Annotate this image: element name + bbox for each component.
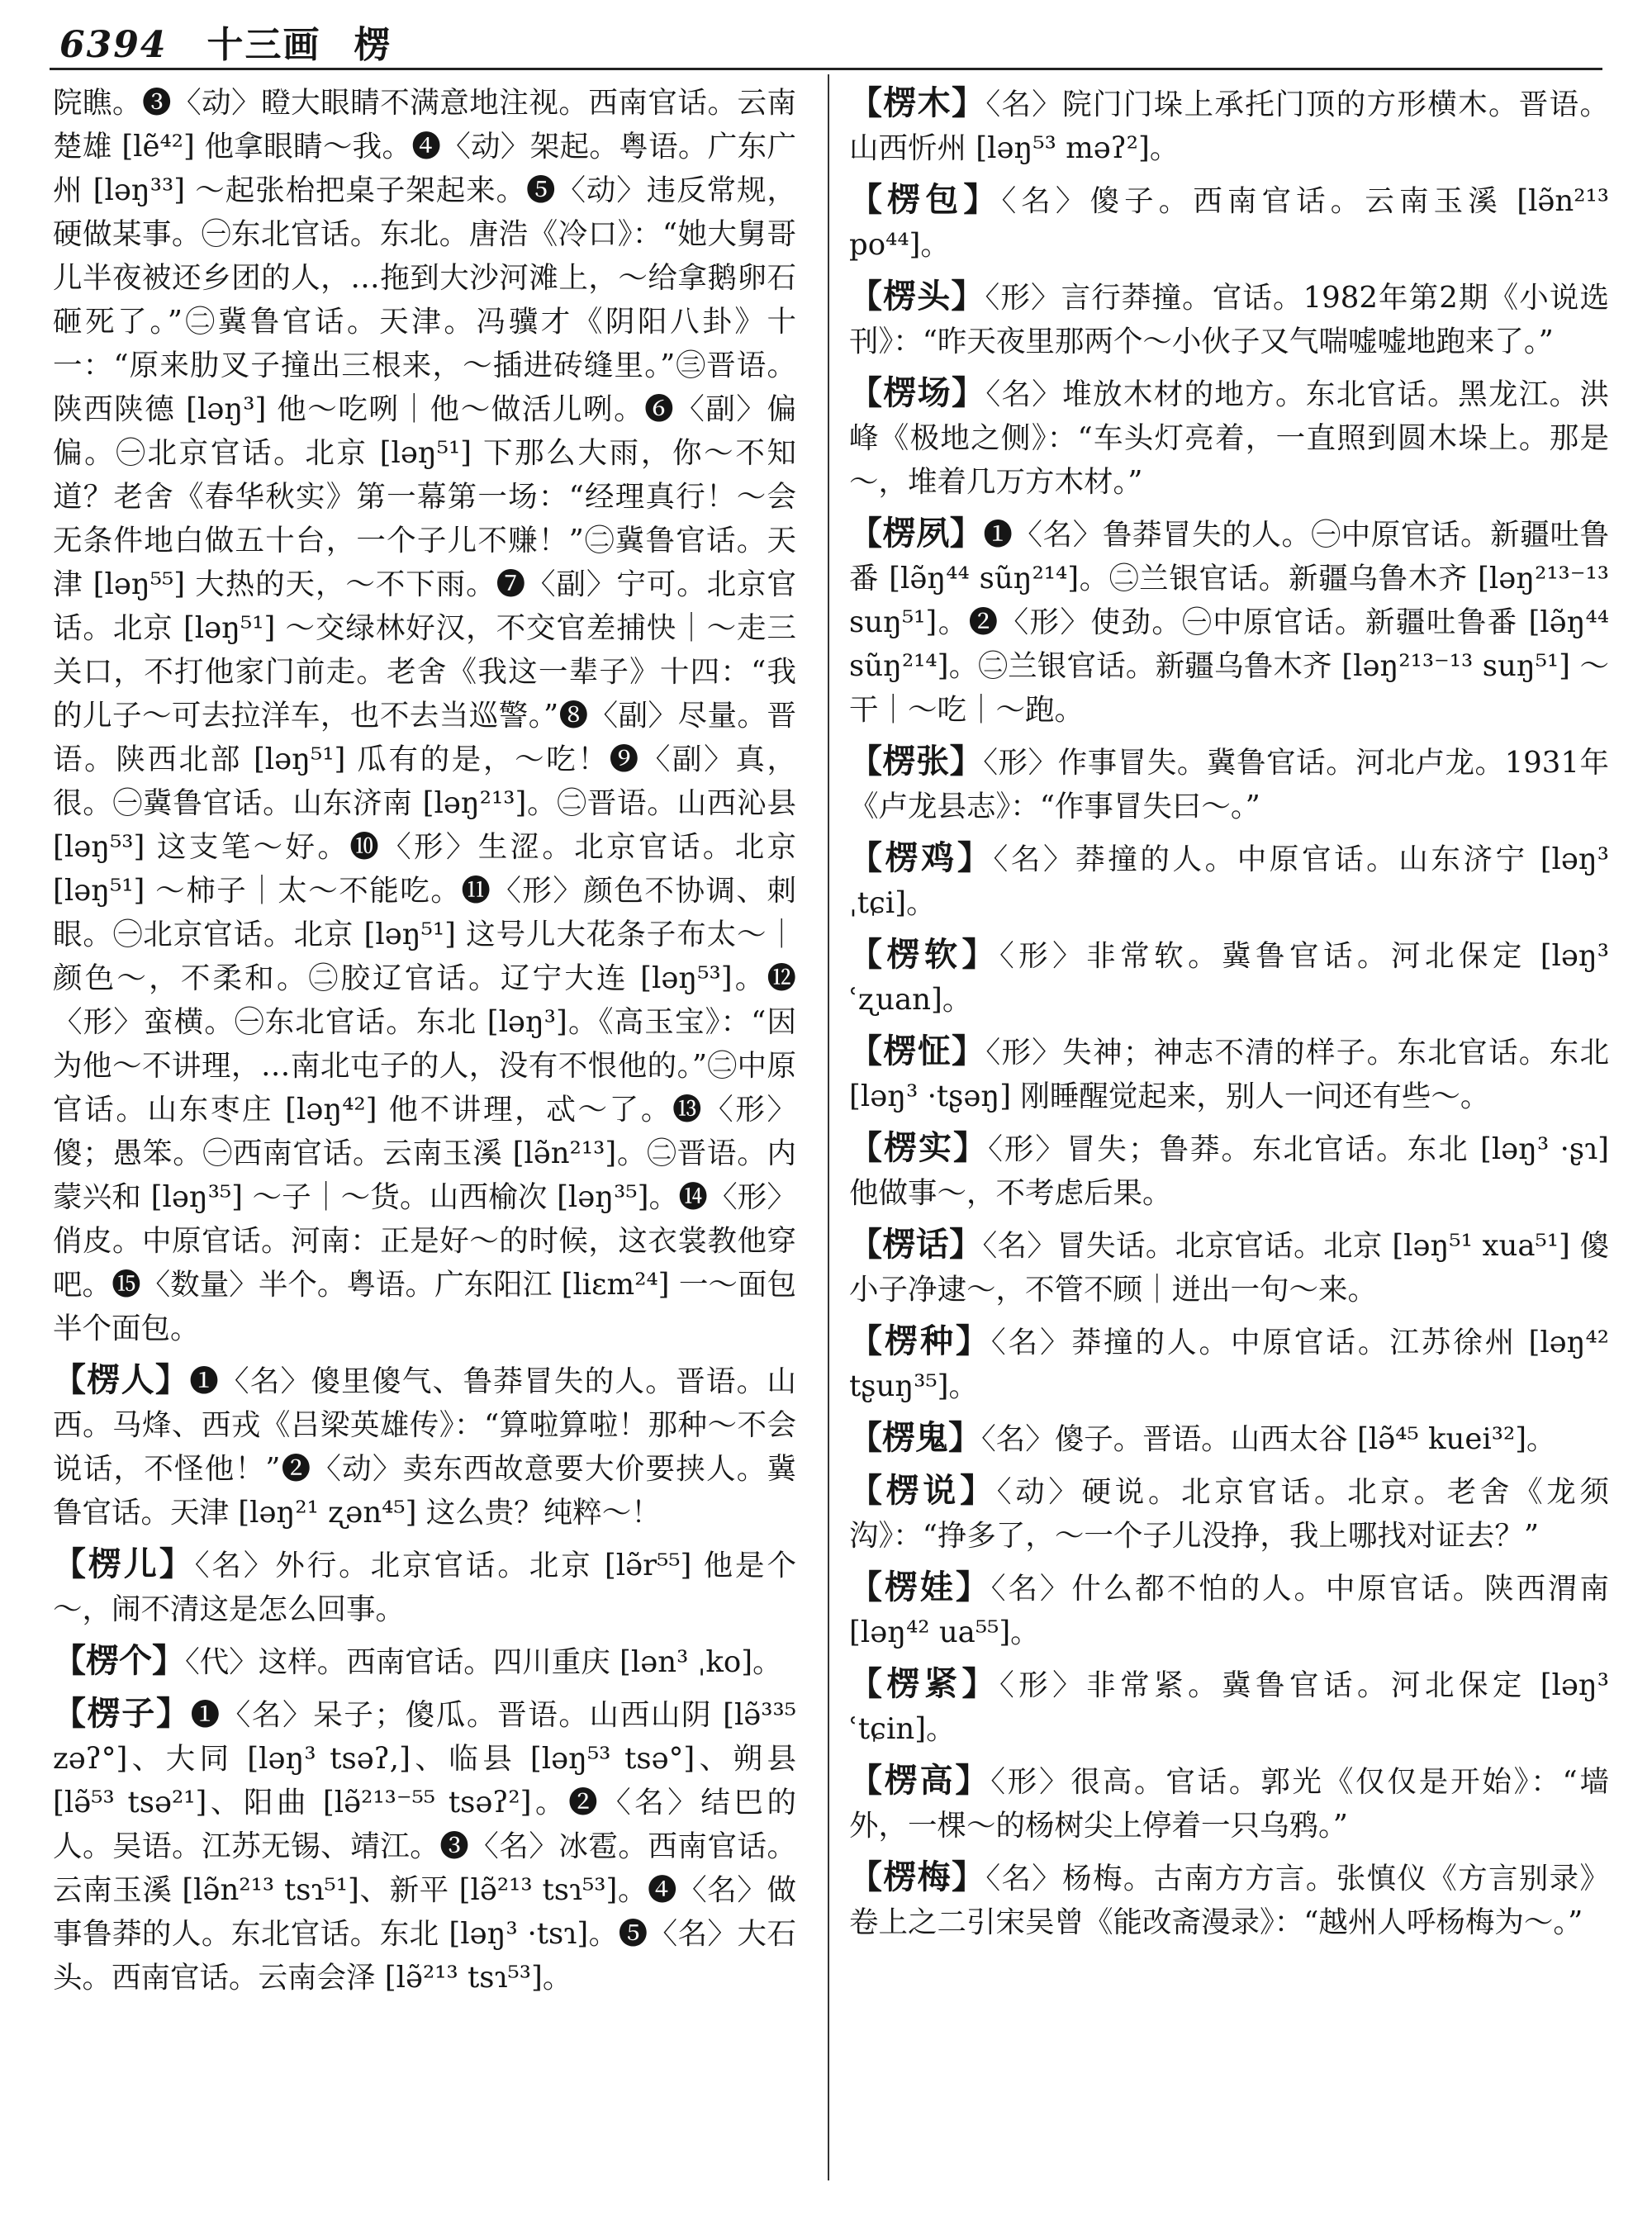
- entry-headword: 【楞夙】: [849, 514, 984, 553]
- dictionary-entry: [849, 1029, 1609, 1118]
- entry-definition: 〈形〉作事冒失。冀鲁官话。河北卢龙。1931年《卢龙县志》：“作事冒失曰～。”: [849, 746, 1609, 823]
- entry-definition: 〈形〉非常紧。冀鲁官话。河北保定 [ləŋ³ ʿtɕin]。: [849, 1668, 1610, 1746]
- entry-definition: 〈形〉失神；神志不清的样子。东北官话。东北 [ləŋ³ ·tʂəŋ] 刚睡醒觉起来，别人一问还有些～。: [849, 1036, 1609, 1113]
- dictionary-entry: [53, 1542, 796, 1631]
- dictionary-entry: [849, 1126, 1609, 1215]
- dictionary-entry: [53, 1358, 796, 1535]
- entry-definition: 〈名〉莽撞的人。中原官话。山东济宁 [ləŋ³ ˌtɕi]。: [849, 842, 1610, 920]
- dictionary-entry: [849, 739, 1609, 828]
- page-header: [59, 15, 392, 68]
- entry-definition: ❶〈名〉呆子；傻瓜。晋语。山西山阴 [lə̃³³⁵ zəʔ°]、大同 [ləŋ³ tsəʔ,]、临县 [ləŋ⁵³ tsə°]、朔县 [lə̃⁵³ tsə²¹]、阳曲 [lə̃²¹³⁻⁵⁵ tsəʔ²]。❷〈名〉结巴的人。吴语。江苏无锡、靖江。❸〈名〉冰雹。西南官话。云南玉溪 [lə̃n²¹³ tsɿ⁵¹]、新平 [lə̃²¹³ tsɿ⁵³]。❹〈名〉做事鲁莽的人。东北官话。东北 [ləŋ³ ·tsɿ]。❺〈名〉大石头。西南官话。云南会泽 [lə̃²¹³ tsɿ⁵³]。: [53, 1698, 796, 1995]
- entry-definition: 〈名〉院门门垛上承托门顶的方形横木。晋语。山西忻州 [ləŋ⁵³ məʔ²]。: [849, 88, 1609, 165]
- header-rule: [50, 68, 1602, 70]
- entry-headword: 【楞个】: [53, 1641, 185, 1680]
- dictionary-entry: [849, 932, 1609, 1022]
- dictionary-entry: [53, 1639, 796, 1684]
- left-column: [53, 81, 796, 2007]
- entry-definition: 〈形〉很高。官话。郭光《仅仅是开始》：“墙外，一棵～的杨树尖上停着一只乌鸦。”: [849, 1765, 1610, 1843]
- page-number: 6394: [59, 24, 168, 66]
- entry-headword: 【楞头】: [849, 277, 985, 316]
- dictionary-entry: [849, 371, 1609, 504]
- dictionary-entry: [849, 1662, 1609, 1751]
- entry-headword: 【楞说】: [849, 1471, 997, 1510]
- entry-headword: 【楞子】: [53, 1694, 191, 1733]
- entry-headword: 【楞梅】: [849, 1858, 986, 1896]
- entry-headword: 【楞人】: [53, 1360, 190, 1399]
- entry-definition: 〈名〉什么都不怕的人。中原官话。陕西渭南 [ləŋ⁴² ua⁵⁵]。: [849, 1572, 1609, 1649]
- entry-definition: 〈形〉冒失；鲁莽。东北官话。东北 [ləŋ³ ·ʂɿ] 他做事～，不考虑后果。: [849, 1132, 1609, 1210]
- dictionary-entry: [849, 511, 1609, 732]
- entry-definition: 〈名〉莽撞的人。中原官话。江苏徐州 [ləŋ⁴² tʂuŋ³⁵]。: [849, 1326, 1610, 1403]
- entry-definition: 〈名〉堆放木材的地方。东北官话。黑龙江。洪峰《极地之侧》：“车头灯亮着，一直照到圆木垛上。那是～，堆着几万方木材。”: [849, 377, 1609, 499]
- entry-headword: 【楞话】: [849, 1225, 983, 1264]
- entry-headword: 【楞包】: [849, 180, 1002, 219]
- entry-definition: 〈动〉硬说。北京官话。北京。老舍《龙须沟》：“挣多了，～一个子儿没挣，我上哪找对证去？”: [849, 1475, 1609, 1553]
- entry-definition: ❶〈名〉傻里傻气、鲁莽冒失的人。晋语。山西。马烽、西戎《吕梁英雄传》：“算啦算啦！那种～不会说话，不怪他！”❷〈动〉卖东西故意要大价要挟人。冀鲁官话。天津 [ləŋ²¹ ʐən⁴⁵] 这么贵？纯粹～！: [53, 1364, 796, 1530]
- entry-headword: 【楞软】: [849, 935, 999, 974]
- column-divider: [828, 74, 829, 2180]
- dictionary-entry: [53, 1691, 796, 2000]
- dictionary-entry: [849, 178, 1609, 267]
- right-column: [849, 81, 1609, 1952]
- entry-headword: 【楞鸡】: [849, 838, 994, 877]
- entry-definition: 〈形〉非常软。冀鲁官话。河北保定 [ləŋ³ ʿʐuan]。: [849, 939, 1610, 1017]
- dictionary-entry: [849, 1565, 1609, 1654]
- entry-headword: 【楞高】: [849, 1761, 991, 1800]
- entry-definition: 〈名〉冒失话。北京官话。北京 [ləŋ⁵¹ xua⁵¹] 傻小子净逮～，不管不顾｜迸出一句～来。: [849, 1229, 1609, 1307]
- dictionary-entry: [849, 81, 1609, 170]
- dictionary-entry: [849, 1468, 1609, 1558]
- entry-definition: 〈名〉外行。北京官话。北京 [lə̃r⁵⁵] 他是个～，闹不清这是怎么回事。: [53, 1549, 796, 1626]
- continuation-paragraph: 院瞧。❸〈动〉瞪大眼睛不满意地注视。西南官话。云南楚雄 [lẽ⁴²] 他拿眼睛～我。❹〈动〉架起。粤语。广东广州 [ləŋ³³] ～起张枱把桌子架起来。❺〈动〉违反常规，硬做某事。㊀东北官话。东北。唐浩《冷口》：“她大舅哥儿半夜被还乡团的人，…拖到大沙河滩上，～给拿鹅卵石砸死了。”㊁冀鲁官话。天津。冯骥才《阴阳八卦》十一：“原来肋叉子撞出三根来，～插进砖缝里。”㊂晋语。陕西陕德 [ləŋ³] 他～吃咧｜他～做活儿咧。❻〈副〉偏偏。㊀北京官话。北京 [ləŋ⁵¹] 下那么大雨，你～不知道？老舍《春华秋实》第一幕第一场：“经理真行！～会无条件地白做五十台，一个子儿不赚！”㊁冀鲁官话。天津 [ləŋ⁵⁵] 大热的天，～不下雨。❼〈副〉宁可。北京官话。北京 [ləŋ⁵¹] ～交绿林好汉，不交官差捕快｜～走三关口，不打他家门前走。老舍《我这一辈子》十四：“我的儿子～可去拉洋车，也不去当巡警。”❽〈副〉尽量。晋语。陕西北部 [ləŋ⁵¹] 瓜有的是，～吃！❾〈副〉真，很。㊀冀鲁官话。山东济南 [ləŋ²¹³]。㊁晋语。山西沁县 [ləŋ⁵³] 这支笔～好。❿〈形〉生涩。北京官话。北京 [ləŋ⁵¹] ～柿子｜太～不能吃。⓫〈形〉颜色不协调、刺眼。㊀北京官话。北京 [ləŋ⁵¹] 这号儿大花条子布太～｜颜色～，不柔和。㊁胶辽官话。辽宁大连 [ləŋ⁵³]。⓬〈形〉蛮横。㊀东北官话。东北 [ləŋ³]。《高玉宝》：“因为他～不讲理，…南北屯子的人，没有不恨他的。”㊁中原官话。山东枣庄 [ləŋ⁴²] 他不讲理，忒～了。⓭〈形〉傻；愚笨。㊀西南官话。云南玉溪 [lə̃n²¹³]。㊁晋语。内蒙兴和 [ləŋ³⁵] ～子｜～货。山西榆次 [ləŋ³⁵]。⓮〈形〉俏皮。中原官话。河南：正是好～的时候，这衣裳教他穿吧。⓯〈数量〉半个。粤语。广东阳江 [liɛm²⁴] 一～面包半个面包。: [53, 86, 796, 1345]
- entry-definition: 〈名〉傻子。晋语。山西太谷 [lə̃⁴⁵ kuei³²]。: [981, 1422, 1556, 1456]
- head-character: 楞: [354, 24, 392, 66]
- entry-definition: 〈名〉傻子。西南官话。云南玉溪 [lə̃n²¹³ po⁴⁴]。: [849, 184, 1609, 262]
- entry-headword: 【楞紧】: [849, 1664, 999, 1703]
- entry-definition: 〈形〉言行莽撞。官话。1982年第2期《小说选刊》：“昨天夜里那两个～小伙子又气喘嘘嘘地跑来了。”: [849, 281, 1610, 358]
- entry-headword: 【楞木】: [849, 83, 986, 122]
- dictionary-entry: [849, 1855, 1609, 1944]
- section-label: 十三画: [206, 24, 321, 66]
- entry-headword: 【楞儿】: [53, 1544, 195, 1583]
- entry-definition: ❶〈名〉鲁莽冒失的人。㊀中原官话。新疆吐鲁番 [lə̃ŋ⁴⁴ sũŋ²¹⁴]。㊁兰银官话。新疆乌鲁木齐 [ləŋ²¹³⁻¹³ suŋ⁵¹]。❷〈形〉使劲。㊀中原官话。新疆吐鲁番 [lə̃ŋ⁴⁴ sũŋ²¹⁴]。㊁兰银官话。新疆乌鲁木齐 [ləŋ²¹³⁻¹³ suŋ⁵¹] ～干｜～吃｜～跑。: [849, 518, 1609, 727]
- dictionary-entry: [849, 1222, 1609, 1312]
- entry-headword: 【楞场】: [849, 373, 986, 412]
- entry-headword: 【楞张】: [849, 742, 984, 780]
- dictionary-entry: [849, 1319, 1609, 1408]
- dictionary-entry: [849, 1416, 1609, 1461]
- entry-definition: 〈名〉杨梅。古南方方言。张慎仪《方言别录》卷上之二引宋吴曾《能改斋漫录》：“越州人呼杨梅为～。”: [849, 1862, 1609, 1939]
- dictionary-entry: [849, 274, 1609, 363]
- entry-headword: 【楞实】: [849, 1128, 989, 1167]
- entry-headword: 【楞怔】: [849, 1032, 986, 1070]
- dictionary-entry: [849, 1758, 1609, 1848]
- entry-headword: 【楞鬼】: [849, 1418, 981, 1457]
- entry-headword: 【楞娃】: [849, 1568, 991, 1606]
- dictionary-entry: [849, 836, 1609, 925]
- entry-headword: 【楞种】: [849, 1321, 991, 1360]
- entry-definition: 〈代〉这样。西南官话。四川重庆 [lən³ ˌko]。: [185, 1645, 782, 1679]
